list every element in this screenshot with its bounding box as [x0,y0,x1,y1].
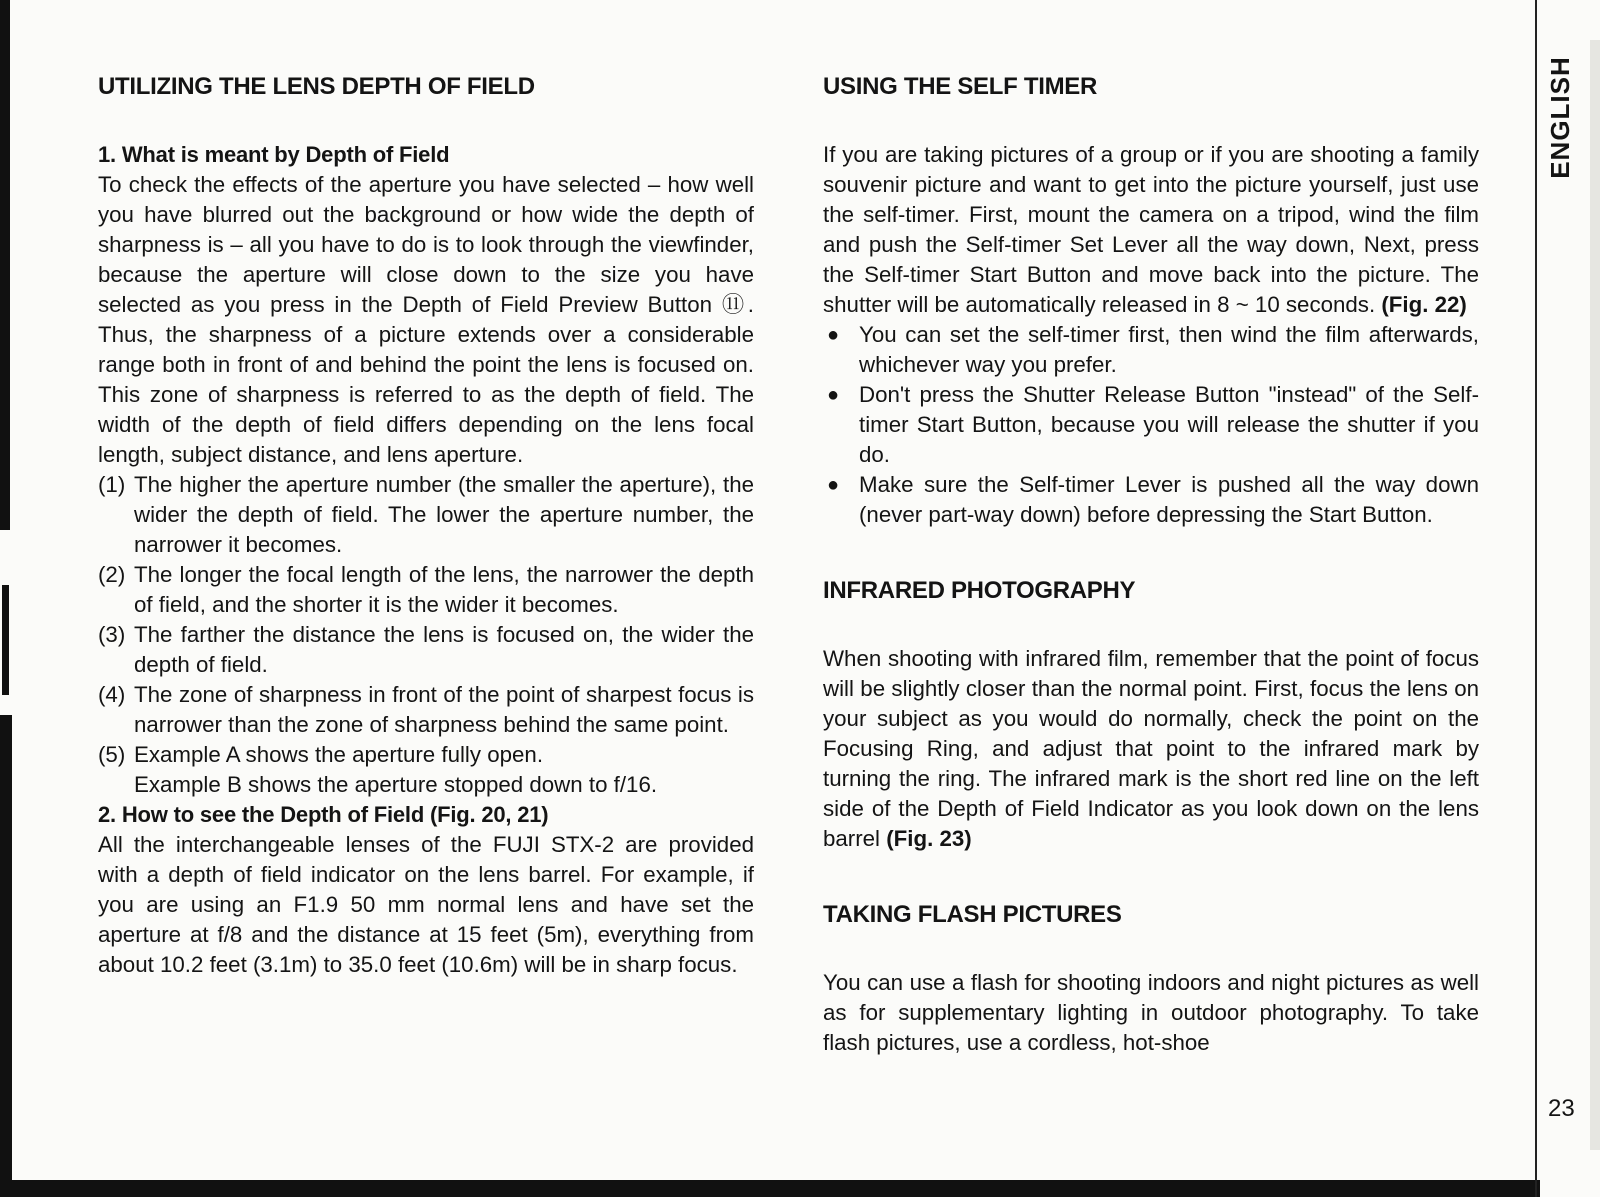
list-marker: (4) [98,682,126,707]
list-item [98,680,754,740]
paragraph: All the interchangeable lenses of the FUJI STX-2 are provided with a depth of field indicator on the lens barrel. For example, if you are using an F1.9 50 mm normal lens and have set the aperture at f/8 and the distance at 15 feet (5m), everything from about 10.2 feet (3.1m) to 35.0 feet (10.6m) will be in sharp focus. [98,832,754,977]
paragraph [823,140,1479,320]
numbered-list [98,470,754,770]
language-tab [1532,52,1588,182]
scan-edge [0,715,12,1197]
list-item-text: The higher the aperture number (the smaller the aperture), the wider the depth of field. The lower the aperture number, the narrower it becomes. [134,472,754,557]
section-heading: TAKING FLASH PICTURES [823,901,1122,928]
bullet-list [823,320,1479,530]
list-item-text: Don't press the Shutter Release Button "instead" of the Self-timer Start Button, because you will release the shutter if you do. [859,382,1479,467]
list-marker: (2) [98,562,126,587]
list-item-text: You can set the self-timer first, then wind the film afterwards, whichever way you prefer. [859,322,1479,377]
page-number: 23 [1548,1095,1575,1122]
list-item [98,470,754,560]
list-marker: (3) [98,622,126,647]
left-column [98,60,754,980]
section-heading: USING THE SELF TIMER [823,73,1098,100]
bullet-icon: ● [827,384,840,406]
list-item [823,470,1479,530]
list-item [98,740,754,770]
scan-edge [0,0,10,530]
subsection-heading: 1. What is meant by Depth of Field [98,142,450,167]
list-item-text: The zone of sharpness in front of the point of sharpest focus is narrower than the zone of sharpness behind the same point. [134,682,754,737]
list-item-text: The farther the distance the lens is focused on, the wider the depth of field. [134,622,754,677]
bullet-icon: ● [827,324,840,346]
figure-reference: (Fig. 23) [886,826,972,851]
page-edge [1590,40,1600,1150]
subsection-heading: 2. How to see the Depth of Field (Fig. 20, 21) [98,802,549,827]
list-item-text: The longer the focal length of the lens, the narrower the depth of field, and the shorter it is the wider it becomes. [134,562,754,617]
language-tab-label: ENGLISH [1544,55,1575,179]
list-item-continuation: Example B shows the aperture stopped down to f/16. [134,772,658,797]
list-item-text: Example A shows the aperture fully open. [134,742,544,767]
list-item [98,560,754,620]
right-column [823,60,1479,1058]
list-item [823,380,1479,470]
paragraph: You can use a flash for shooting indoors and night pictures as well as for supplementary lighting in outdoor photography. To take flash pictures, use a cordless, hot-shoe [823,970,1479,1055]
section-heading: UTILIZING THE LENS DEPTH OF FIELD [98,73,535,100]
figure-reference: (Fig. 22) [1381,292,1467,317]
bullet-icon: ● [827,474,840,496]
list-marker: (1) [98,472,126,497]
scan-edge [2,585,9,695]
list-item [823,320,1479,380]
list-marker: (5) [98,742,126,767]
paragraph-text: When shooting with infrared film, remember that the point of focus will be slightly closer than the normal point. First, focus the lens on your subject as you would do normally, check the point on the Focusing Ring, and adjust that point to the infrared mark by turning the ring. The infrared mark is the short red line on the left side of the Depth of Field Indicator as you look down on the lens barrel [823,646,1479,851]
section-heading: INFRARED PHOTOGRAPHY [823,577,1136,604]
scan-edge [0,1180,1540,1197]
paragraph: To check the effects of the aperture you have selected – how well you have blurred out the background or how wide the depth of sharpness is – all you have to do is to look through the viewfinder, because the aperture will close down to the size you have selected as you press in the Depth of Field Preview Button ⑪. Thus, the sharpness of a picture extends over a considerable range both in front of and behind the point the lens is focused on. This zone of sharpness is referred to as the depth of field. The width of the depth of field differs depending on the lens focal length, subject distance, and lens aperture. [98,172,754,467]
list-item [98,620,754,680]
list-item-text: Make sure the Self-timer Lever is pushed all the way down (never part-way down) before depressing the Start Button. [859,472,1479,527]
paragraph-text: If you are taking pictures of a group or if you are shooting a family souvenir picture and want to get into the picture yourself, just use the self-timer. First, mount the camera on a tripod, wind the film and push the Self-timer Set Lever all the way down, Next, press the Self-timer Start Button and move back into the picture. The shutter will be automatically released in 8 ~ 10 seconds. [823,142,1479,317]
paragraph [823,644,1479,854]
